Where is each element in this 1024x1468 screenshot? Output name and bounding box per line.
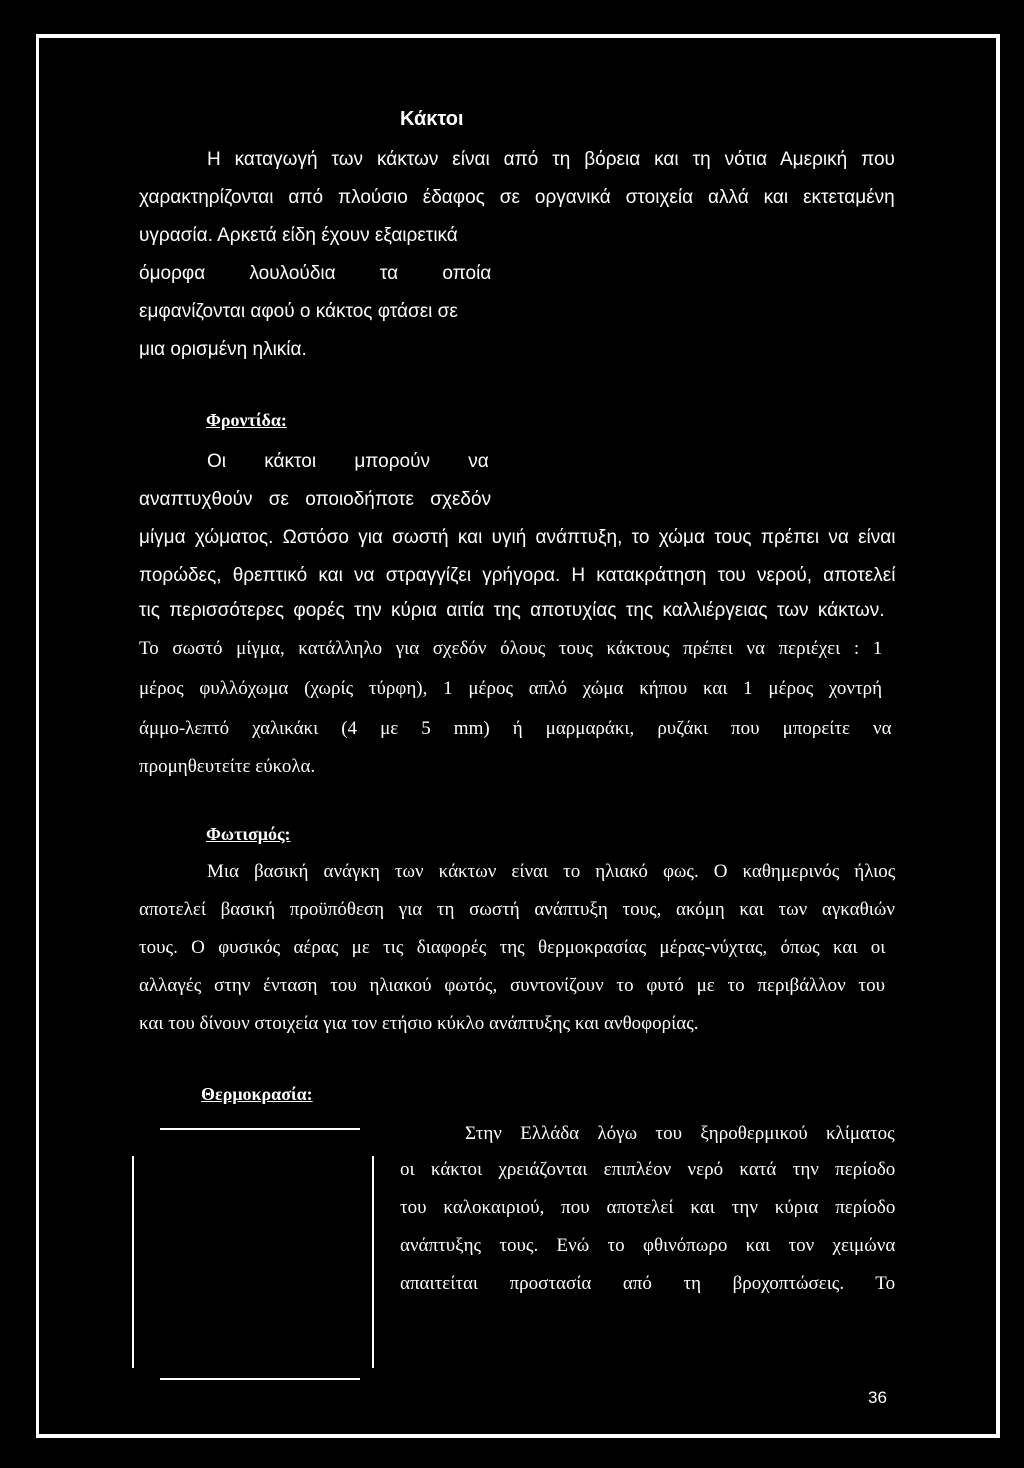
light-line-4: αλλαγές στην ένταση του ηλιακού φωτός, συντονίζουν το φυτό με το περιβάλλον του <box>139 975 885 996</box>
intro-line-2: χαρακτηρίζονται από πλούσιο έδαφος σε οργανικά στοιχεία αλλά και εκτεταμένη <box>139 187 895 208</box>
intro-line-5: εμφανίζονται αφού ο κάκτος φτάσει σε <box>139 301 458 322</box>
care-line-8: άμμο-λεπτό χαλικάκι (4 με 5 mm) ή μαρμαράκι, ρυζάκι που μπορείτε να <box>139 718 892 739</box>
light-line-3: τους. Ο φυσικός αέρας με τις διαφορές της θερμοκρασίας μέρας-νύχτας, όπως και οι <box>139 937 886 958</box>
care-line-6: Το σωστό μίγμα, κατάλληλο για σχεδόν όλους τους κάκτους πρέπει να περιέχει : 1 <box>139 638 883 659</box>
care-line-3: μίγμα χώματος. Ωστόσο για σωστή και υγιή ανάπτυξη, το χώμα τους πρέπει να είναι <box>139 527 896 548</box>
intro-line-1: Η καταγωγή των κάκτων είναι από τη βόρεια και τη νότια Αμερική που <box>207 149 895 170</box>
care-line-5: τις περισσότερες φορές την κύρια αιτία της αποτυχίας της καλλιέργειας των κάκτων. <box>139 600 885 621</box>
care-line-9: προμηθευτείτε εύκολα. <box>139 756 316 777</box>
care-line-7: μέρος φυλλόχωμα (χωρίς τύρφη), 1 μέρος απλό χώμα κήπου και 1 μέρος χοντρή <box>139 678 883 699</box>
intro-line-6: μια ορισμένη ηλικία. <box>139 339 307 360</box>
light-line-5: και του δίνουν στοιχεία για τον ετήσιο κύκλο ανάπτυξης και ανθοφορίας. <box>139 1013 699 1034</box>
page-border-top <box>36 34 999 38</box>
page-border-bottom <box>36 1434 1000 1438</box>
temperature-line-3: του καλοκαιριού, που αποτελεί και την κύρια περίοδο <box>400 1197 896 1218</box>
light-line-2: αποτελεί βασική προϋπόθεση για τη σωστή ανάπτυξη τους, ακόμη και των αγκαθιών <box>139 899 895 920</box>
intro-line-4: όμορφα λουλούδια τα οποία <box>139 263 492 284</box>
page-title: Κάκτοι <box>400 108 464 130</box>
care-line-1: Οι κάκτοι μπορούν να <box>207 451 489 472</box>
intro-line-3: υγρασία. Αρκετά είδη έχουν εξαιρετικά <box>139 225 458 246</box>
temperature-line-2: οι κάκτοι χρειάζονται επιπλέον νερό κατά την περίοδο <box>400 1159 896 1180</box>
temperature-line-5: απαιτείται προστασία από τη βροχοπτώσεις. Το <box>400 1273 896 1294</box>
page-number: 36 <box>868 1388 887 1407</box>
care-line-4: πορώδες, θρεπτικό και να στραγγίζει γρήγορα. Η κατακράτηση του νερού, αποτελεί <box>139 565 896 586</box>
light-line-1: Μια βασική ανάγκη των κάκτων είναι το ηλιακό φως. Ο καθημερινός ήλιος <box>207 861 896 882</box>
page-border-right <box>996 34 1000 1438</box>
care-line-2: αναπτυχθούν σε οποιοδήποτε σχεδόν <box>139 489 492 510</box>
care-heading: Φροντίδα: <box>206 410 287 430</box>
temperature-line-1: Στην Ελλάδα λόγω του ξηροθερμικού κλίματος <box>465 1123 895 1144</box>
light-heading: Φωτισμός: <box>206 824 291 844</box>
temperature-heading: Θερμοκρασία: <box>201 1084 313 1104</box>
page-border-left <box>36 34 39 1438</box>
temperature-line-4: ανάπτυξης τους. Ενώ το φθινόπωρο και τον χειμώνα <box>400 1235 896 1256</box>
